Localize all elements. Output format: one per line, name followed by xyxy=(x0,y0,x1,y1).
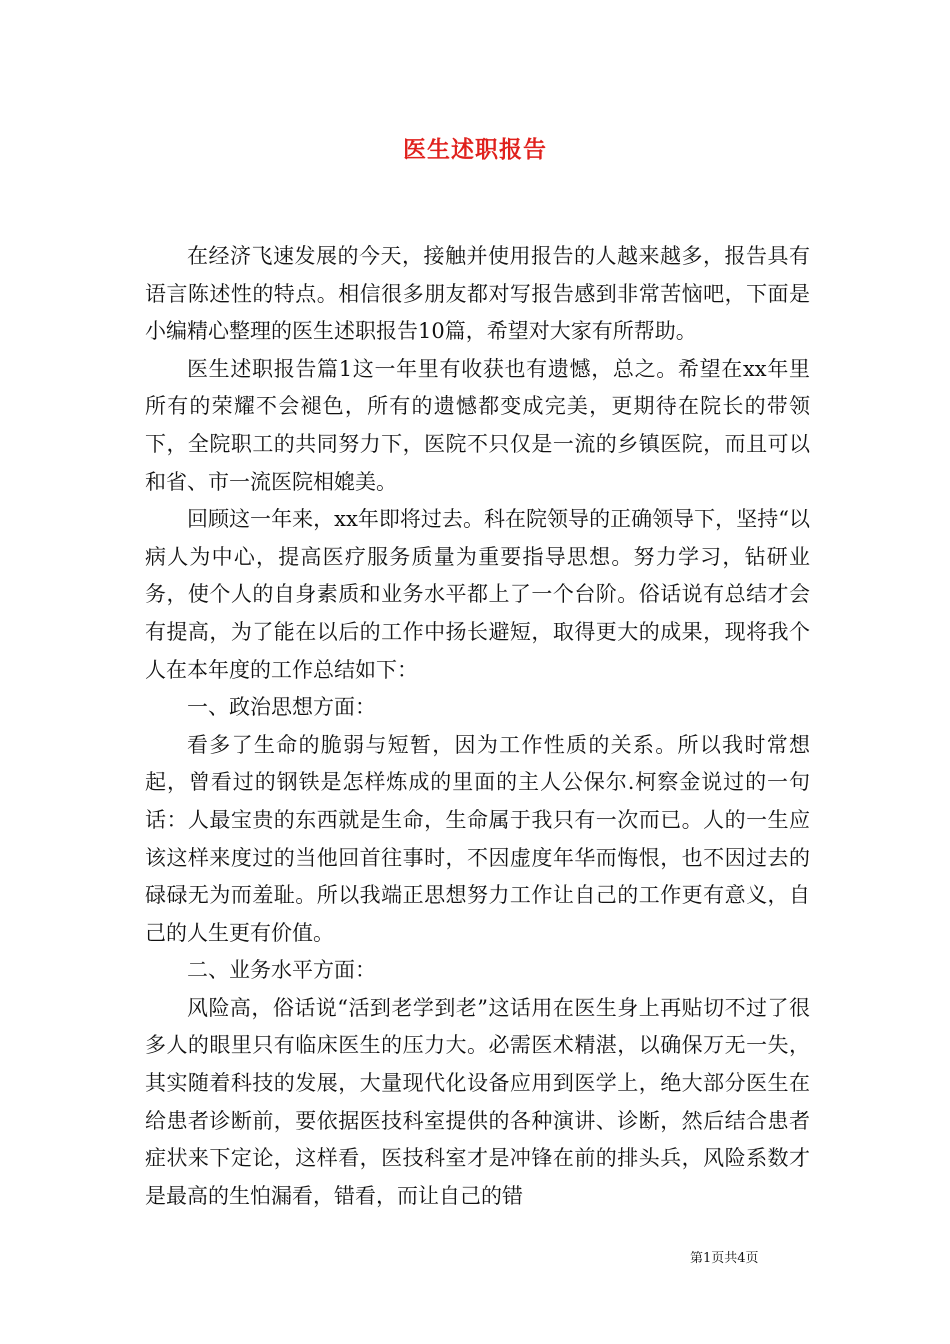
page-number: 第1页共4页 xyxy=(690,1251,759,1266)
paragraph-political: 看多了生命的脆弱与短暂，因为工作性质的关系。所以我时常想起，曾看过的钢铁是怎样炼成的里面的主人公保尔.柯察金说过的一句话：人最宝贵的东西就是生命，生命属于我只有一次而已。人的一生应该这样来度过的当他回首往事时，不因虚度年华而悔恨，也不因过去的碌碌无为而羞耻。所以我端正思想努力工作让自己的工作更有意义，自己的人生更有价值。 xyxy=(145,732,810,945)
paragraph-intro: 在经济飞速发展的今天，接触并使用报告的人越来越多，报告具有语言陈述性的特点。相信很多朋友都对写报告感到非常苦恼吧，下面是小编精心整理的医生述职报告10篇，希望对大家有所帮助。 xyxy=(145,244,810,344)
document-title: 医生述职报告 xyxy=(403,136,547,163)
document-body xyxy=(145,238,810,1215)
section-heading-political: 一、政治思想方面： xyxy=(187,695,376,720)
paragraph-report-1: 医生述职报告篇1这一年里有收获也有遗憾，总之。希望在xx年里所有的荣耀不会褪色，所有的遗憾都变成完美，更期待在院长的带领下，全院职工的共同努力下，医院不只仅是一流的乡镇医院，而且可以和省、市一流医院相媲美。 xyxy=(145,356,810,494)
paragraph-business: 风险高，俗话说“活到老学到老”这话用在医生身上再贴切不过了很多人的眼里只有临床医生的压力大。必需医术精湛，以确保万无一失，其实随着科技的发展，大量现代化设备应用到医学上，绝大部分医生在给患者诊断前，要依据医技科室提供的各种演讲、诊断，然后结合患者症状来下定论，这样看，医技科室才是冲锋在前的排头兵，风险系数才是最高的生怕漏看，错看，而让自己的错 xyxy=(145,995,810,1208)
section-heading-business: 二、业务水平方面： xyxy=(187,958,376,983)
paragraph-review: 回顾这一年来，xx年即将过去。科在院领导的正确领导下，坚持“以病人为中心，提高医疗服务质量为重要指导思想。努力学习，钻研业务，使个人的自身素质和业务水平都上了一个台阶。俗话说有总结才会有提高，为了能在以后的工作中扬长避短，取得更大的成果，现将我个人在本年度的工作总结如下： xyxy=(145,507,810,682)
